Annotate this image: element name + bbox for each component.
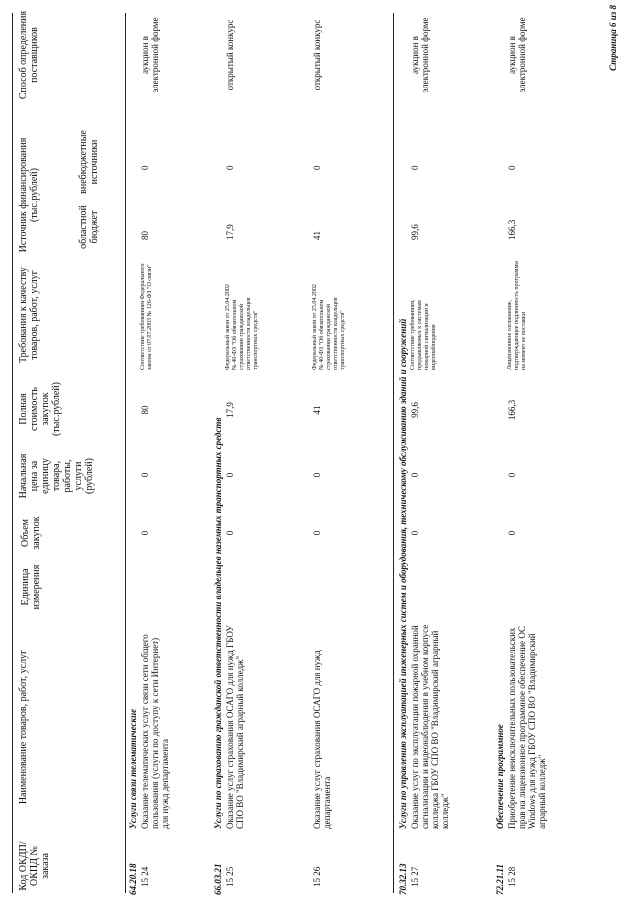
row-requirements: Федеральный закон от 25.04.2002 № 40-ФЗ "Об обязательном страховании гражданской ответственности владельцев транспортных средств": [225, 284, 259, 370]
header-fin-extra: внебюджетные источники: [78, 130, 100, 194]
group-code: 70.32.13: [398, 863, 408, 895]
row-volume: 0: [410, 530, 420, 536]
row-total: 80: [140, 405, 150, 415]
row-fin-extra: 0: [225, 165, 235, 170]
row-total: 99,6: [410, 402, 420, 418]
header-fin-regional: областной бюджет: [78, 205, 100, 249]
row-volume: 0: [225, 530, 235, 536]
row-fin-regional: 99,6: [410, 224, 420, 240]
row-number: 15 27: [410, 866, 420, 887]
row-fin-regional: 80: [140, 231, 150, 240]
row-total: 17,9: [225, 402, 235, 418]
row-method: открытый конкурс: [312, 19, 322, 91]
header-volume: Объем закупок: [20, 516, 42, 550]
row-price: 0: [225, 472, 235, 478]
row-number: 15 28: [507, 866, 517, 887]
row-fin-extra: 0: [507, 165, 517, 170]
row-fin-extra: 0: [410, 165, 420, 170]
row-fin-extra: 0: [140, 165, 150, 170]
row-price: 0: [312, 472, 322, 478]
row-method: аукцион в электронной форме: [140, 17, 160, 93]
row-fin-regional: 166,3: [507, 219, 517, 240]
table-top-border: [12, 13, 13, 893]
group-code: 66.03.21: [213, 863, 223, 895]
group-title: Услуги по страхованию гражданской ответственности владельцев наземных транспортных средств: [213, 417, 223, 829]
header-total: Полная стоимость закупок (тыс.рублей): [18, 381, 62, 437]
row-total: 166,3: [507, 399, 517, 421]
header-code: Код ОКДП/ ОКПД № заказа: [18, 841, 51, 891]
group-title: Услуги связи телематические: [128, 708, 138, 829]
header-name: Наименование товаров, работ, услуг: [18, 649, 29, 805]
row-name: Оказание услуг страхования ОСАГО для нужд департамента: [312, 650, 332, 829]
row-name: Оказание услуг страхования ОСАГО для нужд ГБОУ СПО ВО "Владимирский аграрный колледж": [225, 625, 245, 829]
header-price: Начальная цена за единицу товара, работы, услуги (рублей): [18, 453, 95, 499]
header-financing: Источник финансирования (тыс.рублей): [18, 137, 40, 253]
header-bottom-border: [125, 13, 126, 893]
row-name: Оказание услуг по эксплуатации пожарной охранной сигнализации и видеонаблюдения в учебном корпусе колледжа ГБОУ СПО ВО "Владимирский аграрный колледж": [410, 624, 450, 829]
row-name: Оказание телематических услуг связи сети общего пользования (услуги по доступу к сети Интернет) для нужд департамента: [140, 634, 170, 829]
row-total: 41: [312, 405, 322, 415]
row-requirements: Соответствие требованиям, предъявляемых к системам пожарной сигнализации и видеонаблюдения: [410, 299, 437, 370]
row-number: 15 26: [312, 866, 322, 887]
row-requirements: Федеральный закон от 25.04.2002 № 40-ФЗ "Об обязательном страховании гражданской ответственности владельцев транспортных средств": [312, 284, 346, 370]
row-name: Приобретение неисключительных пользовательских прав на лицензионное программное обеспечение ОС Windows для нужд ГБОУ СПО ВО "Владимирский аграрный колледж": [507, 625, 547, 829]
row-price: 0: [410, 472, 420, 478]
row-fin-regional: 41: [312, 231, 322, 240]
row-price: 0: [140, 472, 150, 478]
group-code: 72.21.11: [495, 863, 505, 895]
row-volume: 0: [507, 530, 517, 536]
group-title: Услуги по управлению эксплуатацией инженерных систем и оборудования, техническому обслуживанию зданий и сооружений: [398, 318, 408, 829]
row-price: 0: [507, 472, 517, 478]
group-code: 64.20.18: [128, 863, 138, 895]
header-requirements: Требования к качеству товаров, работ, услуг: [18, 266, 40, 364]
row-number: 15 24: [140, 866, 150, 887]
row-number: 15 25: [225, 866, 235, 887]
header-unit: Единица измерения: [20, 564, 42, 610]
row-method: аукцион в электронной форме: [410, 17, 430, 93]
row-method: аукцион в электронной форме: [507, 17, 527, 93]
row-volume: 0: [140, 530, 150, 536]
row-requirements: Соответствие требованиям Федерального закона от 07.07.2003 № 126-ФЗ "О связи": [140, 263, 153, 370]
header-method: Способ определения поставщиков: [18, 10, 40, 100]
row-fin-extra: 0: [312, 165, 322, 170]
row-fin-regional: 17,9: [225, 224, 235, 240]
group-title: Обеспечение программное: [495, 724, 505, 829]
group-divider: [393, 13, 394, 893]
row-volume: 0: [312, 530, 322, 536]
row-requirements: Лицензионное соглашение, подтверждающее подлинность программы на момент ее поставки: [507, 260, 527, 370]
page-number: Страница 6 из 8: [608, 5, 618, 71]
row-method: открытый конкурс: [225, 19, 235, 91]
